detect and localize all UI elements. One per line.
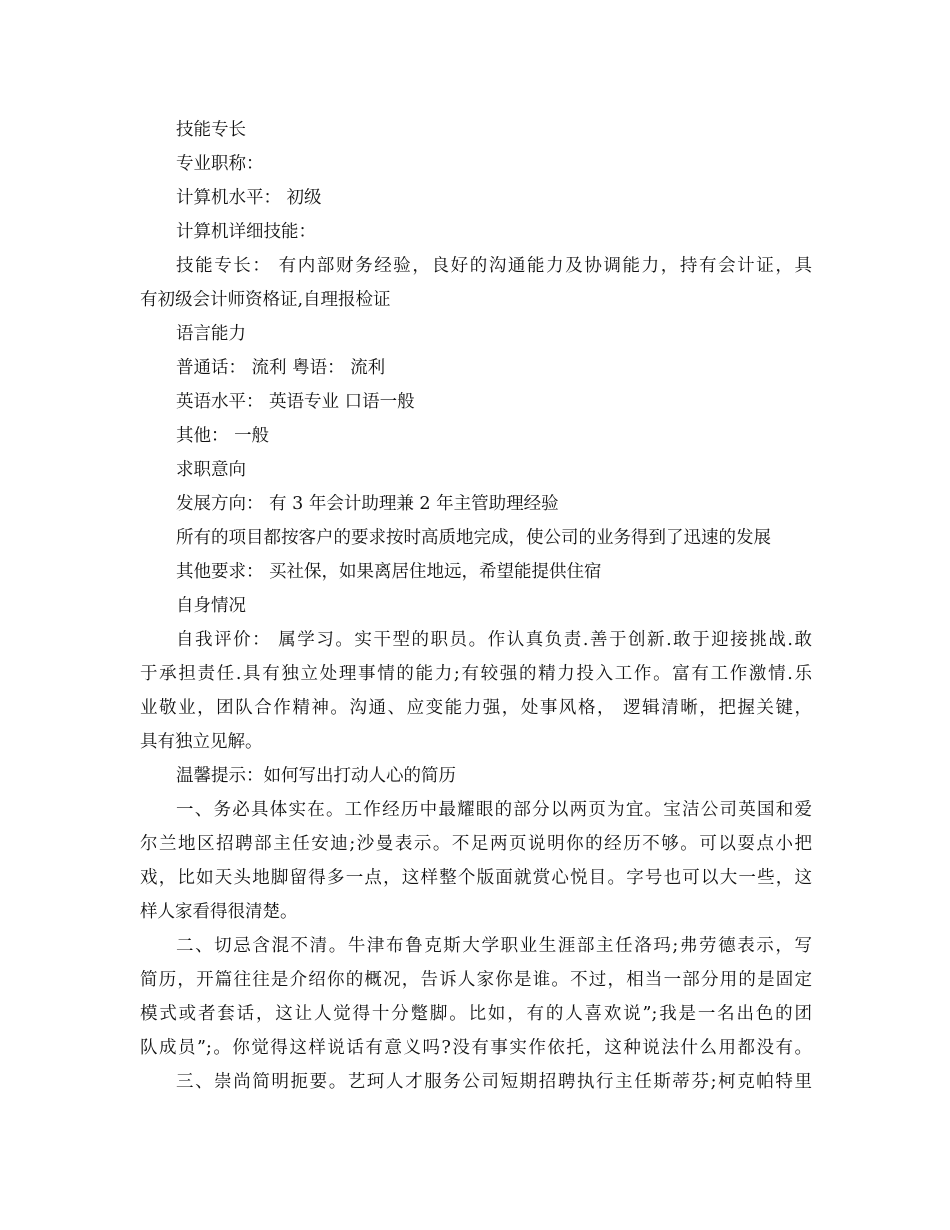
text-line: 专业职称：: [176, 154, 264, 174]
text-line: 三、崇尚简明扼要。艺珂人才服务公司短期招聘执行主任斯蒂芬;柯克帕特里: [176, 1072, 812, 1092]
text-line: 队成员”;。你觉得这样说话有意义吗?没有事实作依托，这种说法什么用都没有。: [140, 1038, 812, 1058]
text-line: 自我评价： 属学习。实干型的职员。作认真负责.善于创新.敢于迎接挑战.敢: [176, 630, 812, 650]
text-line: 技能专长： 有内部财务经验，良好的沟通能力及协调能力，持有会计证，具: [176, 256, 812, 276]
text-line: 模式或者套话，这让人觉得十分蹩脚。比如，有的人喜欢说”;我是一名出色的团: [140, 1004, 812, 1024]
text-line: 其他要求： 买社保，如果离居住地远，希望能提供住宿: [176, 562, 602, 582]
text-line: 业敬业，团队合作精神。沟通、应变能力强，处事风格， 逻辑清晰，把握关键，: [140, 698, 812, 718]
text-line: 简历，开篇往往是介绍你的概况，告诉人家你是谁。不过，相当一部分用的是固定: [140, 970, 812, 990]
text-line: 有初级会计师资格证,自理报检证: [140, 290, 391, 310]
text-line: 样人家看得很清楚。: [140, 902, 298, 922]
text-line: 计算机详细技能：: [176, 222, 316, 242]
text-line: 其他： 一般: [176, 426, 270, 446]
text-line: 英语水平： 英语专业 口语一般: [176, 392, 415, 412]
text-line: 具有独立见解。: [140, 732, 263, 752]
text-line: 戏，比如天头地脚留得多一点，这样整个版面就赏心悦目。字号也可以大一些，这: [140, 868, 812, 888]
text-line: 所有的项目都按客户的要求按时高质地完成，使公司的业务得到了迅速的发展: [176, 528, 771, 548]
text-line: 二、切忌含混不清。牛津布鲁克斯大学职业生涯部主任洛玛;弗劳德表示，写: [176, 936, 812, 956]
text-line: 发展方向： 有 3 年会计助理兼 2 年主管助理经验: [176, 494, 559, 514]
section-heading-tips: 温馨提示：如何写出打动人心的简历: [176, 766, 456, 786]
document-page: [140, 113, 812, 1099]
text-line: 普通话： 流利 粤语： 流利: [176, 358, 386, 378]
text-line: 尔兰地区招聘部主任安迪;沙曼表示。不足两页说明你的经历不够。可以耍点小把: [140, 834, 812, 854]
section-heading-skills: 技能专长: [176, 120, 246, 140]
text-line: 计算机水平： 初级: [176, 188, 322, 208]
section-heading-self: 自身情况: [176, 596, 246, 616]
section-heading-language: 语言能力: [176, 324, 246, 344]
text-line: 于承担责任.具有独立处理事情的能力;有较强的精力投入工作。富有工作激情.乐: [140, 664, 812, 684]
text-line: 一、务必具体实在。工作经历中最耀眼的部分以两页为宜。宝洁公司英国和爱: [176, 800, 812, 820]
section-heading-job-intention: 求职意向: [176, 460, 246, 480]
